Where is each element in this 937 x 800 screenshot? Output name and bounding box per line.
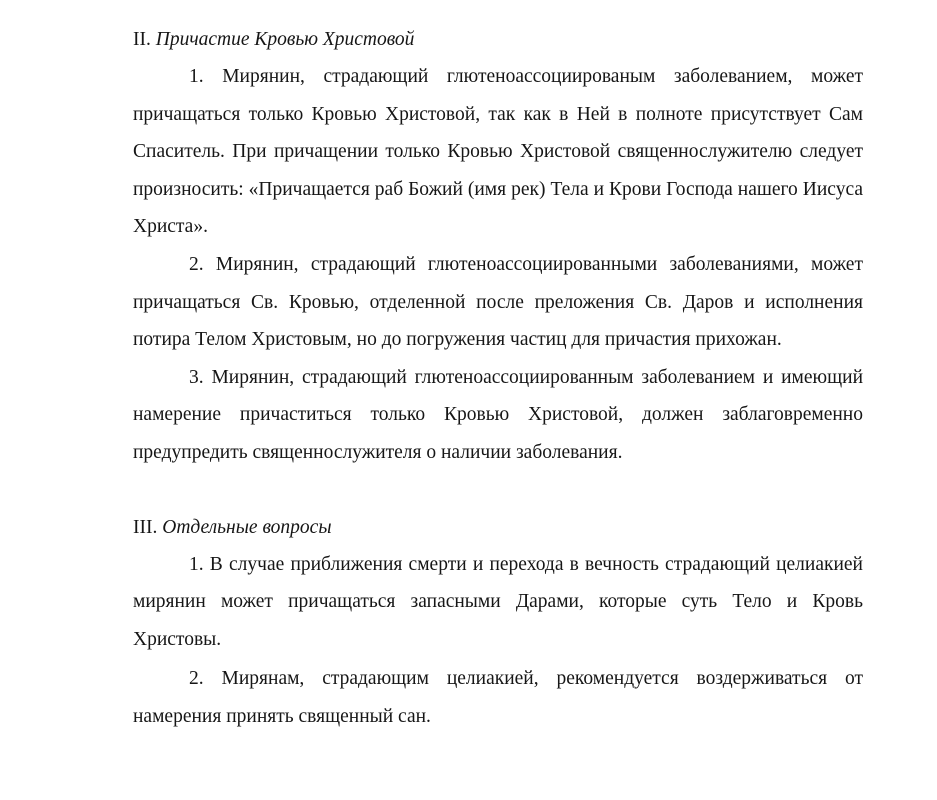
section-title: Причастие Кровью Христовой — [155, 29, 415, 50]
paragraph: 2. Мирянин, страдающий глютеноассоциированными заболеваниями, может причащаться Св. Кровью, отделенной после преложения Св. Даров и исполнения потира Телом Христовым, но до погружения частиц для причастия прихожан. — [133, 253, 863, 351]
section-title: Отдельные вопросы — [162, 516, 332, 538]
section-heading — [133, 510, 863, 546]
section-numeral: II. — [133, 29, 151, 50]
paragraph: 1. В случае приближения смерти и перехода в вечность страдающий целиакией мирянин может причащаться запасными Дарами, которые суть Тело и Кровь Христовы. — [133, 553, 863, 650]
section-ii — [133, 22, 863, 472]
section-spacer — [133, 472, 863, 510]
paragraph: 1. Мирянин, страдающий глютеноассоциированым заболеванием, может причащаться только Кровью Христовой, так как в Ней в полноте присутствует Сам Спаситель. При причащении только Кровью Христовой священнослужителю следует произносить: «Причащается раб Божий (имя рек) Тела и Крови Господа нашего Иисуса Христа». — [133, 66, 863, 238]
section-heading — [133, 22, 863, 58]
paragraph: 3. Мирянин, страдающий глютеноассоциированным заболеванием и имеющий намерение причаститься только Кровью Христовой, должен заблаговременно предупредить священнослужителя о наличии заболевания. — [133, 366, 863, 463]
section-iii — [133, 510, 863, 736]
section-numeral: III. — [133, 516, 158, 538]
paragraph: 2. Мирянам, страдающим целиакией, рекомендуется воздерживаться от намерения принять священный сан. — [133, 668, 863, 727]
document-page — [133, 22, 863, 736]
